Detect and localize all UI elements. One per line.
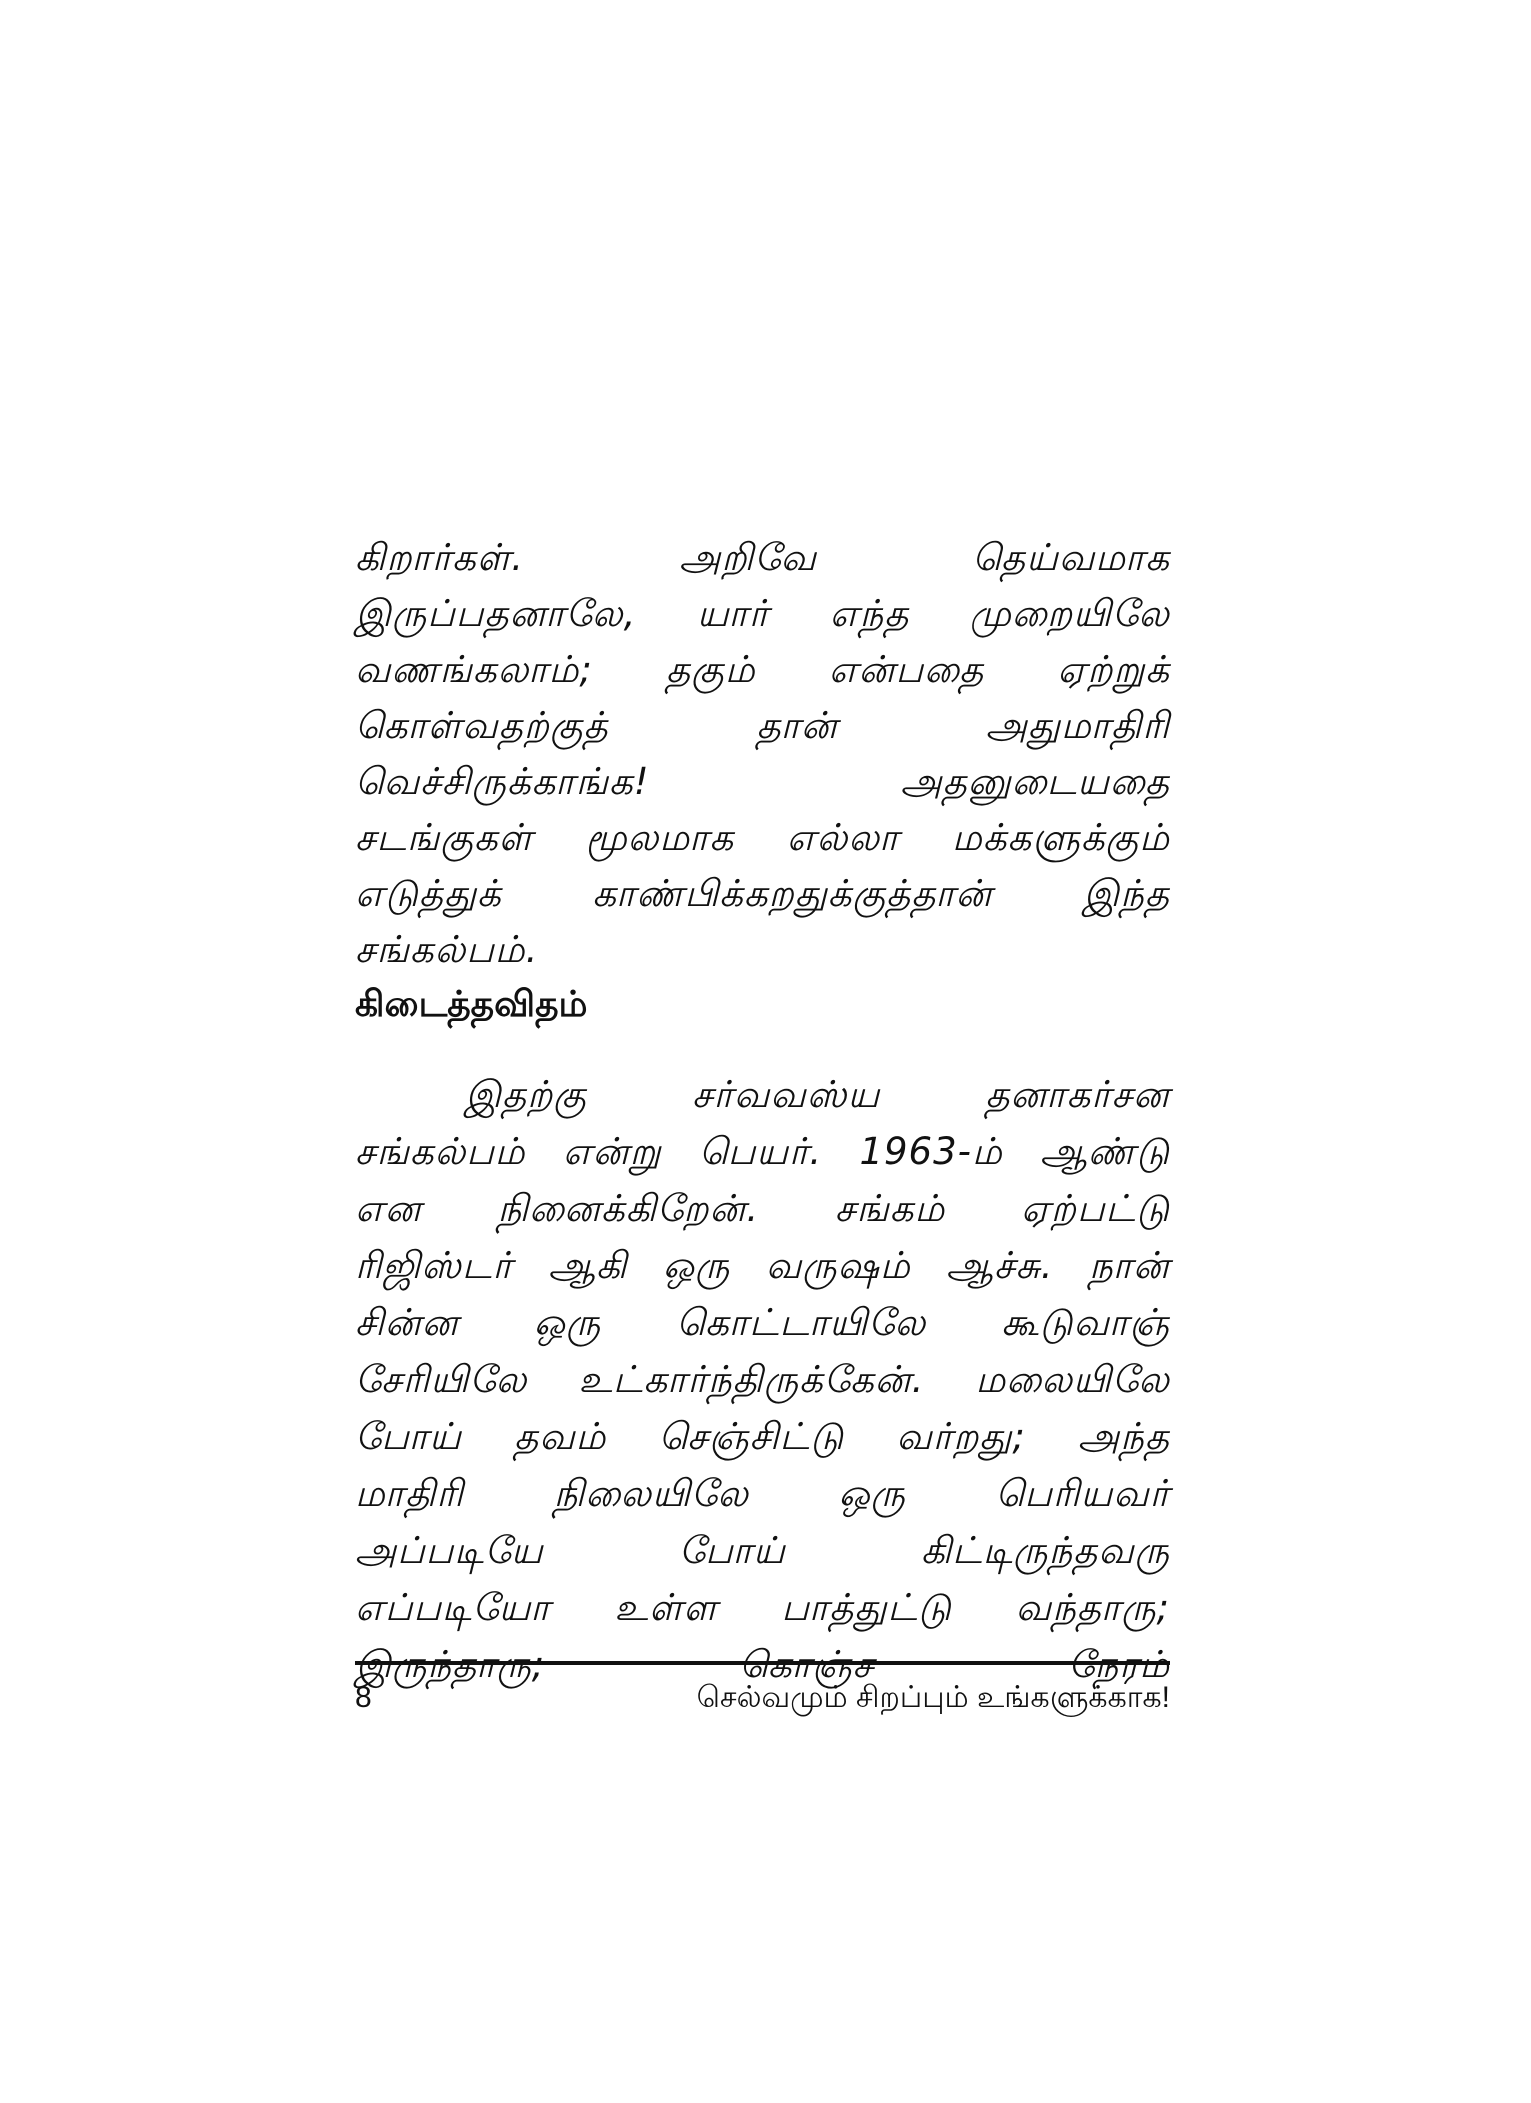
paragraph-2-line: எப்படியோ உள்ள பாத்துட்டு வந்தாரு; [355,1586,1170,1629]
paragraph-2-line: ரிஜிஸ்டர் ஆகி ஒரு வருஷம் ஆச்சு. நான் [355,1244,1170,1287]
paragraph-1-line: வணங்கலாம்; தகும் என்பதை ஏற்றுக் [355,648,1170,691]
paragraph-1-line: சடங்குகள் மூலமாக எல்லா மக்களுக்கும் [355,816,1170,859]
paragraph-1-line: எடுத்துக் காண்பிக்கறதுக்குத்தான் இந்த [355,872,1170,915]
paragraph-2-line: சேரியிலே உட்கார்ந்திருக்கேன். மலையிலே [355,1358,1170,1401]
paragraph-2-line: போய் தவம் செஞ்சிட்டு வர்றது; அந்த [355,1415,1170,1458]
paragraph-1-line: வெச்சிருக்காங்க! அதனுடையதை [355,760,1170,803]
paragraph-2-line: இருந்தாரு; கொஞ்ச நேரம் [355,1643,1170,1686]
page-footer [355,1676,1170,1720]
section-heading: கிடைத்தவிதம் [355,984,588,1025]
paragraph-2-line: மாதிரி நிலையிலே ஒரு பெரியவர் [355,1472,1170,1515]
paragraph-2-line: சங்கல்பம் என்று பெயர். 1963-ம் ஆண்டு [355,1130,1170,1173]
paragraph-1-line: இருப்பதனாலே, யார் எந்த முறையிலே [355,592,1170,635]
paragraph-2-line: இதற்கு சர்வவஸ்ய தனாகர்சன [465,1073,1170,1116]
running-book-title: செல்வமும் சிறப்பும் உங்களுக்காக! [696,1681,1170,1714]
paragraph-2-line: அப்படியே போய் கிட்டிருந்தவரு [355,1529,1170,1572]
paragraph-2-line: சின்ன ஒரு கொட்டாயிலே கூடுவாஞ் [355,1301,1170,1344]
paragraph-1-line: கிறார்கள். அறிவே தெய்வமாக [355,536,1170,579]
paragraph-1-line: சங்கல்பம். [355,928,539,971]
paragraph-1 [355,530,1170,978]
paragraph-2-line: என நினைக்கிறேன். சங்கம் ஏற்பட்டு [355,1187,1170,1230]
paragraph-2 [355,1066,1170,1693]
page-number: 8 [355,1681,372,1714]
paragraph-1-line: கொள்வதற்குத் தான் அதுமாதிரி [355,704,1170,747]
footer-divider [355,1661,1170,1665]
